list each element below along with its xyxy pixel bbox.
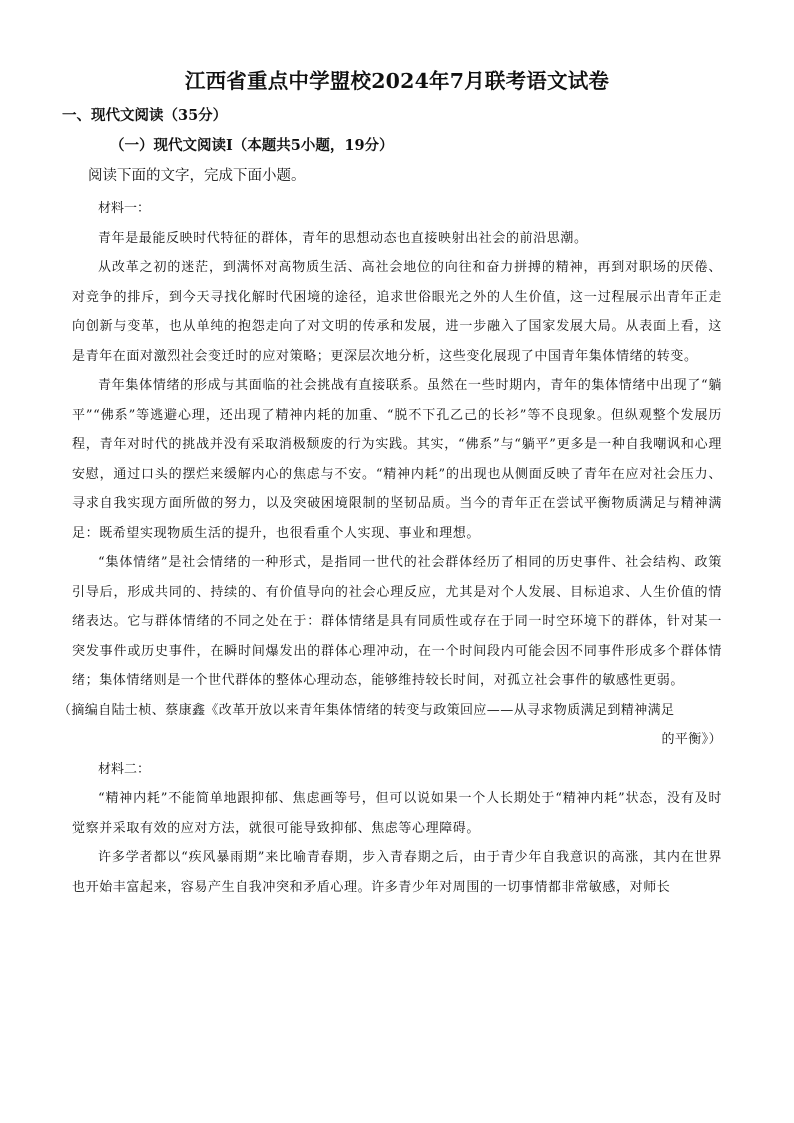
exam-title: 江西省重点中学盟校2024年7月联考语文试卷 <box>184 69 610 93</box>
paragraph: 青年是最能反映时代特征的群体，青年的思想动态也直接映射出社会的前沿思潮。 <box>98 230 588 246</box>
citation-end: 的平衡》） <box>661 732 722 747</box>
material-one <box>58 194 722 755</box>
paragraph: 从改革之初的迷茫，到满怀对高物质生活、高社会地位的向往和奋力拼搏的精神，再到对职场的厌倦、对竞争的排斥，到今天寻找化解时代困境的途径，追求世俗眼光之外的人生价值，这一过程展示出青年正走向创新与变革，也从单纯的抱怨走向了对文明的传承和发展，进一步融入了国家发展大局。从表面上看，这是青年在面对激烈社会变迁时的应对策略；更深层次地分析，这些变化展现了中国青年集体情绪的转变。 <box>72 260 722 364</box>
material-two <box>72 755 722 903</box>
instruction-text: 阅读下面的文字，完成下面小题。 <box>88 168 306 184</box>
material-two-label: 材料二： <box>98 761 151 777</box>
paragraph: “精神内耗”不能简单地跟抑郁、焦虑画等号，但可以说如果一个人长期处于“精神内耗”状态，没有及时觉察并采取有效的应对方法，就很可能导致抑郁、焦虑等心理障碍。 <box>72 791 722 836</box>
material-one-label: 材料一： <box>98 201 151 216</box>
paragraph: 许多学者都以“疾风暴雨期”来比喻青春期，步入青春期之后，由于青少年自我意识的高涨，其内在世界也开始丰富起来，容易产生自我冲突和矛盾心理。许多青少年对周围的一切事情都非常敏感，对师长 <box>72 850 722 895</box>
citation: （摘编自陆士桢、蔡康鑫《改革开放以来青年集体情绪的转变与政策回应——从寻求物质满足到精神满足 <box>58 702 675 718</box>
subsection-heading: （一）现代文阅读I（本题共5小题，19分） <box>110 137 394 154</box>
paragraph: “集体情绪”是社会情绪的一种形式，是指同一世代的社会群体经历了相同的历史事件、社会结构、政策引导后，形成共同的、持续的、有价值导向的社会心理反应，尤其是对个人发展、目标追求、人生价值的情绪表达。它与群体情绪的不同之处在于：群体情绪是具有同质性或存在于同一时空环境下的群体，针对某一突发事件或历史事件，在瞬时间爆发出的群体心理冲动，在一个时间段内可能会因不同事件形成多个群体情绪；集体情绪则是一个世代群体的整体心理动态，能够维持较长时间，对孤立社会事件的敏感性更弱。 <box>72 555 722 688</box>
paragraph: 青年集体情绪的形成与其面临的社会挑战有直接联系。虽然在一些时期内，青年的集体情绪中出现了“躺平”“佛系”等逃避心理，还出现了精神内耗的加重、“脱不下孔乙己的长衫”等不良现象。但纵观整个发展历程，青年对时代的挑战并没有采取消极颓废的行为实践。其实，“佛系”与“躺平”更多是一种自我嘲讽和心理安慰，通过口头的摆烂来缓解内心的焦虑与不安。“精神内耗”的出现也从侧面反映了青年在应对社会压力、寻求自我实现方面所做的努力，以及突破困境限制的坚韧品质。当今的青年正在尝试平衡物质满足与精神满足：既希望实现物质生活的提升，也很看重个人实现、事业和理想。 <box>72 378 722 541</box>
section-heading: 一、现代文阅读（35分） <box>62 107 228 124</box>
